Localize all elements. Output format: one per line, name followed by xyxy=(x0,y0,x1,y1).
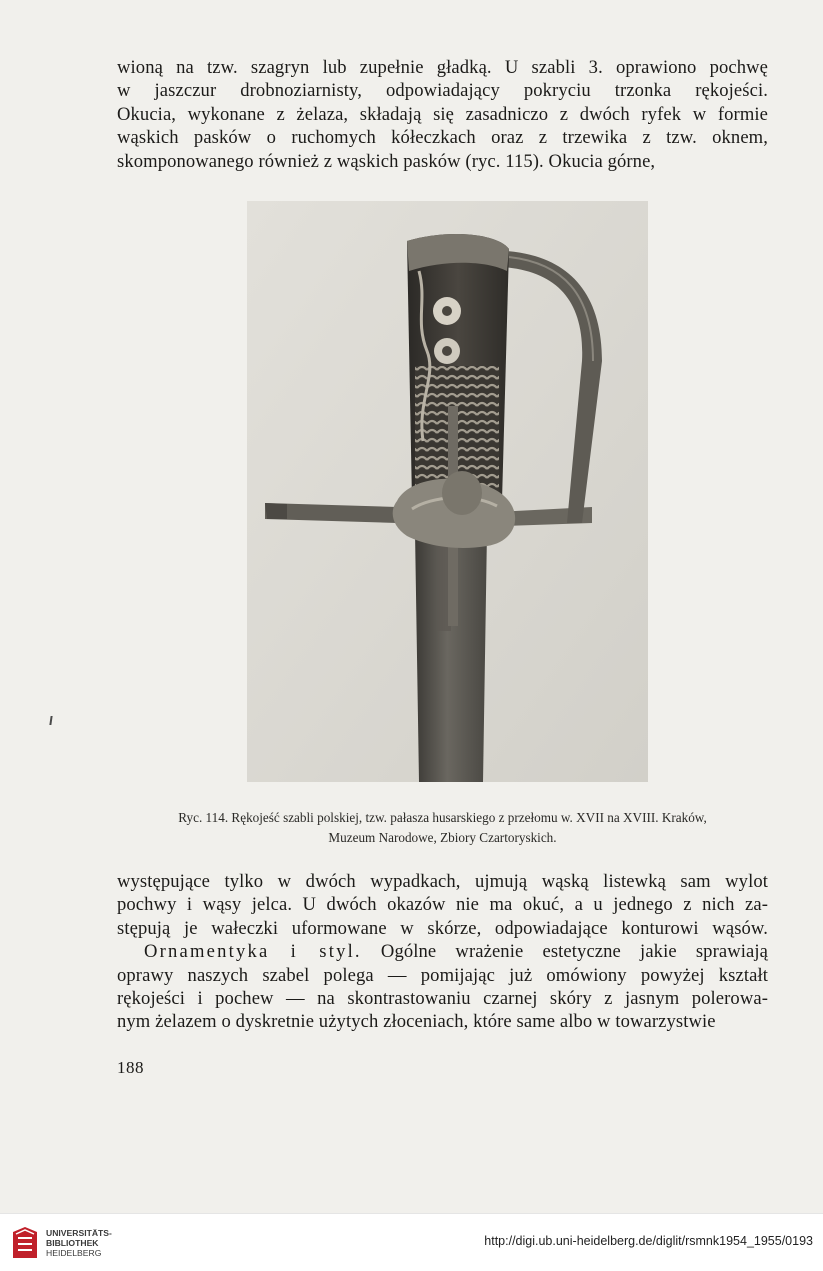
section-heading: Ornamentyka i styl. xyxy=(144,941,362,963)
top-paragraph xyxy=(117,56,768,173)
text-line: nym żelazem o dyskretnie użytych złoceniach, które same albo w towarzystwie xyxy=(117,1011,716,1033)
section-heading-line xyxy=(117,940,768,963)
text-line: skomponowanego również z wąskich pasków (ryc. 115). Okucia górne, xyxy=(117,150,656,172)
text-line: wąskich pasków o ruchomych kółeczkach oraz z trzewika z tzw. oknem, xyxy=(117,127,768,149)
text-line: wioną na tzw. szagryn lub zupełnie gładką. U szabli 3. oprawiono pochwę xyxy=(117,57,768,78)
text-line: rękojeści i pochew — na skontrastowaniu czarnej skóry z jasnym polerowa- xyxy=(117,987,768,1009)
sabre-illustration xyxy=(247,201,648,782)
margin-mark xyxy=(49,716,52,725)
logo-line: HEIDELBERG xyxy=(46,1248,102,1258)
figure-caption xyxy=(117,808,768,848)
permalink-url[interactable]: http://digi.ub.uni-heidelberg.de/diglit/rsmnk1954_1955/0193 xyxy=(484,1234,813,1248)
library-logo-icon xyxy=(10,1224,40,1262)
caption-line: Ryc. 114. Rękojeść szabli polskiej, tzw. pałasza husarskiego z przełomu w. XVII na XVIII. Kraków, xyxy=(178,810,707,825)
text-line: stępują je wałeczki uformowane w skórze, odpowiadające konturowi wąsów. xyxy=(117,917,768,939)
logo-line: BIBLIOTHEK xyxy=(46,1238,99,1248)
text-line: oprawy naszych szabel polega — pomijając już omówiony powyżej kształt xyxy=(117,964,768,986)
text-run: Ogólne wrażenie estetyczne jakie sprawiają xyxy=(361,941,768,963)
text-line: występujące tylko w dwóch wypadkach, ujmują wąską listewką sam wylot xyxy=(117,871,768,892)
logo-line: UNIVERSITÄTS- xyxy=(46,1228,112,1238)
text-line: w jaszczur drobnoziarnisty, odpowiadający pokryciu trzonka rękojeści. xyxy=(117,80,768,102)
text-line: Okucia, wykonane z żelaza, składają się zasadniczo z dwóch ryfek w formie xyxy=(117,103,768,125)
digitization-footer xyxy=(0,1213,823,1271)
caption-line: Muzeum Narodowe, Zbiory Czartoryskich. xyxy=(328,830,557,845)
sabre-hilt-photograph xyxy=(247,201,648,782)
page-number: 188 xyxy=(117,1058,144,1077)
library-logo[interactable] xyxy=(8,1222,118,1264)
text-line: pochwy i wąsy jelca. U dwóch okazów nie ma okuć, a u jednego z nich za- xyxy=(117,894,768,916)
library-logo-text xyxy=(46,1228,112,1258)
bottom-paragraph xyxy=(117,870,768,1034)
